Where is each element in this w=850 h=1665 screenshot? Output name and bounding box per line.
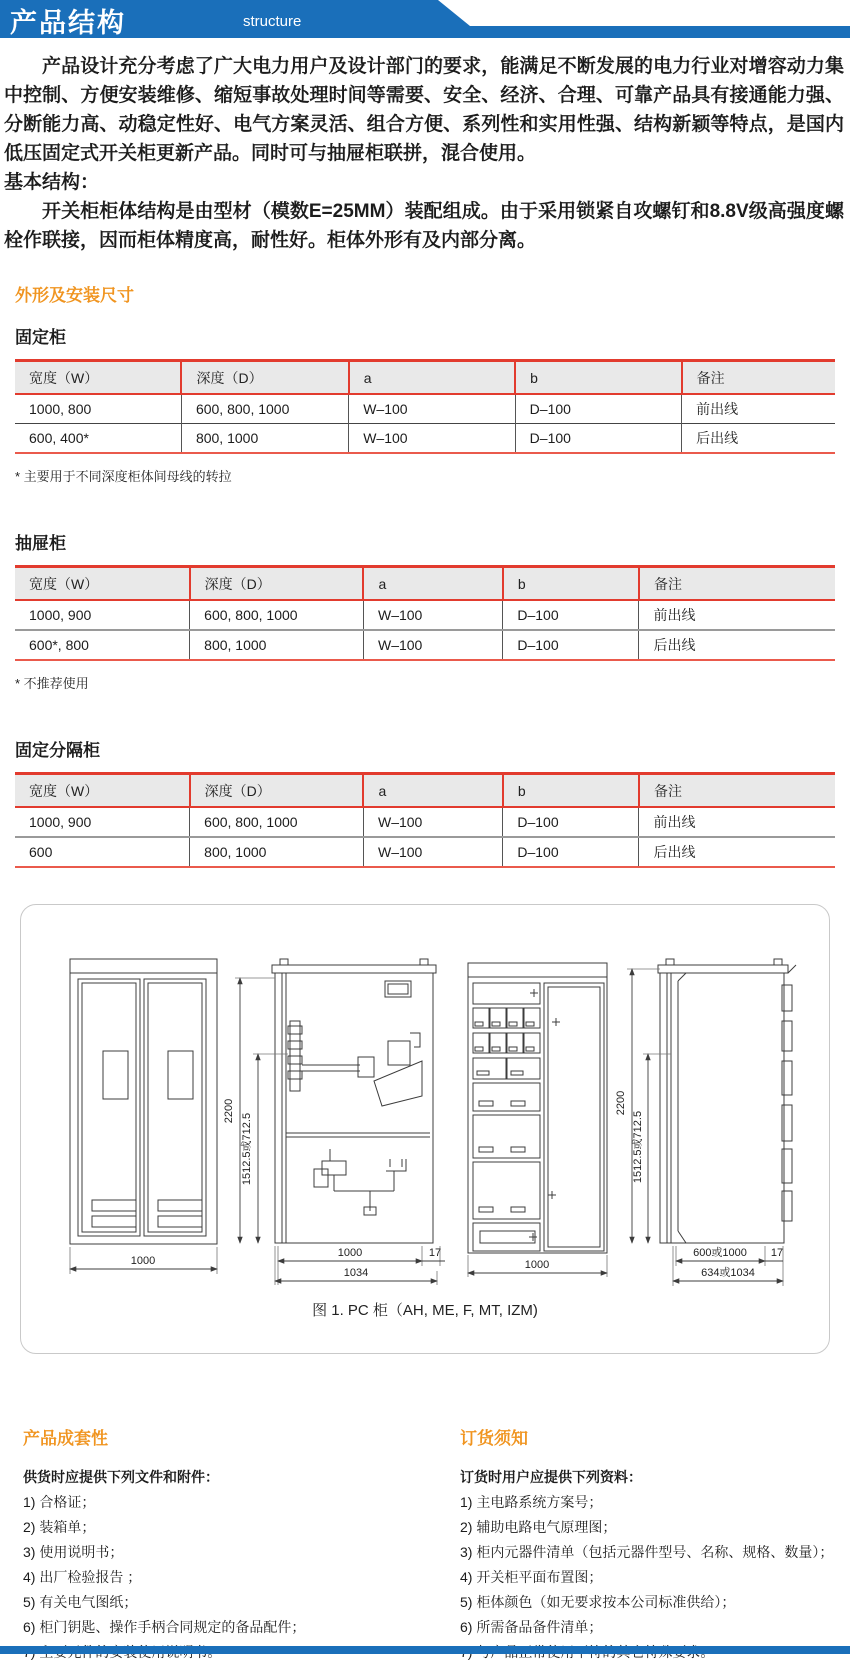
table-header-cell: 深度（D） — [190, 774, 364, 808]
list-item: 3) 柜内元器件清单（包括元器件型号、名称、规格、数量）； — [460, 1544, 834, 1560]
table-cell: 600, 800, 1000 — [190, 807, 364, 837]
spec-table-drawer-cabinet — [15, 565, 835, 661]
page-title: 产品结构 — [10, 8, 126, 38]
dim-label-base-depth: 634或1034 — [701, 1267, 755, 1279]
dim-label-total-height: 2200 — [223, 1098, 235, 1124]
table-cell: 1000, 800 — [29, 401, 92, 417]
figure-caption: 图 1. PC 柜（AH, ME, F, MT, IZM) — [312, 1302, 538, 1319]
table-cell: 1000, 900 — [29, 607, 92, 623]
spec-table-partition-cabinet — [15, 772, 835, 868]
table-header-cell: 深度（D） — [190, 567, 364, 601]
intro-section — [0, 52, 850, 255]
footer-accent-bar — [0, 1646, 850, 1654]
table-row — [15, 807, 835, 837]
list-item: 1) 合格证； — [23, 1494, 96, 1510]
figure-box — [20, 904, 830, 1354]
table-header-cell: b — [503, 774, 639, 808]
ordering-section — [452, 1424, 835, 1665]
table-cell: D–100 — [503, 837, 639, 867]
table-title-partition-cabinet: 固定分隔柜 — [15, 741, 100, 760]
table-header-cell: 深度（D） — [181, 361, 348, 395]
dim-label-total-height: 2200 — [615, 1090, 627, 1116]
table-cell: 后出线 — [682, 424, 835, 454]
list-item: 6) 所需备品备件清单； — [460, 1619, 603, 1635]
table-cell: 600, 800, 1000 — [190, 600, 364, 630]
list-item: 5) 有关电气图纸； — [23, 1594, 138, 1610]
list-item: 2) 装箱单； — [23, 1519, 96, 1535]
table-cell: W–100 — [349, 424, 515, 454]
table-cell: 后出线 — [639, 630, 835, 660]
list-item: 4) 开关柜平面布置图； — [460, 1569, 603, 1585]
dim-label-front-width: 1000 — [524, 1259, 550, 1271]
dim-label-flange: 17 — [770, 1247, 784, 1259]
list-item: 6) 柜门钥匙、操作手柄合同规定的备品配件； — [23, 1619, 306, 1635]
table-header-cell: 宽度（W） — [15, 567, 190, 601]
table-row — [15, 600, 835, 630]
table-cell: W–100 — [363, 600, 502, 630]
table-cell: 前出线 — [682, 394, 835, 424]
banner-background-shape — [0, 0, 850, 38]
fixed-cabinet-side-drawing — [223, 959, 445, 1285]
table-cell: 800, 1000 — [190, 630, 364, 660]
spec-table-fixed-cabinet — [15, 359, 835, 454]
page-subtitle: structure — [243, 13, 302, 30]
table-cell: 1000, 900 — [29, 814, 92, 830]
table-footnote-drawer-cabinet: * 不推荐使用 — [15, 676, 89, 691]
table-cell: 600, 800, 1000 — [181, 394, 348, 424]
table-header-cell: 备注 — [682, 361, 835, 395]
table-header-cell: b — [515, 361, 681, 395]
table-cell: W–100 — [363, 837, 502, 867]
table-row — [15, 394, 835, 424]
cabinet-technical-drawing — [30, 921, 820, 1293]
dim-label-front-width: 1000 — [130, 1255, 156, 1267]
dim-label-base-width: 1034 — [343, 1267, 369, 1279]
list-item: 4) 出厂检验报告 ； — [23, 1569, 142, 1585]
table-header-cell: a — [363, 774, 502, 808]
fixed-cabinet-front-drawing — [70, 959, 217, 1274]
table-header-row — [15, 361, 835, 395]
table-row — [15, 837, 835, 867]
table-header-cell: 宽度（W） — [15, 361, 181, 395]
table-cell: 600 — [15, 837, 190, 867]
table-cell: D–100 — [503, 807, 639, 837]
completeness-heading: 产品成套性 — [23, 1429, 108, 1448]
table-header-cell: 备注 — [639, 774, 835, 808]
table-cell: D–100 — [503, 630, 639, 660]
drawer-cabinet-side-drawing — [615, 959, 796, 1286]
table-cell: 前出线 — [639, 600, 835, 630]
table-cell: W–100 — [349, 394, 515, 424]
table-cell: 600*, 800 — [15, 630, 190, 660]
drawer-cabinet-front-drawing — [468, 963, 607, 1277]
table-cell: W–100 — [363, 630, 502, 660]
ordering-heading: 订货须知 — [460, 1429, 528, 1448]
table-footnote-fixed-cabinet: * 主要用于不同深度柜体间母线的转拉 — [15, 469, 232, 484]
dim-label-depth: 600或1000 — [693, 1247, 747, 1259]
table-header-cell: a — [363, 567, 502, 601]
table-cell: 800, 1000 — [190, 837, 364, 867]
table-cell: 600, 400* — [15, 424, 181, 454]
section-heading-dimensions: 外形及安装尺寸 — [15, 286, 134, 305]
completeness-intro: 供货时应提供下列文件和附件： — [23, 1469, 219, 1485]
list-item: 5) 柜体颜色（如无要求按本公司标准供给）； — [460, 1594, 736, 1610]
table-header-row — [15, 774, 835, 808]
table-header-row — [15, 567, 835, 601]
list-item: 3) 使用说明书； — [23, 1544, 124, 1560]
table-header-cell: 宽度（W） — [15, 774, 190, 808]
dim-label-front-width: 1000 — [337, 1247, 363, 1259]
page-banner — [0, 0, 850, 38]
table-cell: D–100 — [503, 600, 639, 630]
list-item: 1) 主电路系统方案号； — [460, 1494, 603, 1510]
table-header-cell: 备注 — [639, 567, 835, 601]
table-header-cell: b — [503, 567, 639, 601]
table-cell: D–100 — [515, 424, 681, 454]
ordering-intro: 订货时用户应提供下列资料： — [460, 1469, 642, 1485]
table-cell: D–100 — [515, 394, 681, 424]
dim-label-section-height: 1512.5或712.5 — [241, 1112, 253, 1186]
dim-label-section-height: 1512.5或712.5 — [632, 1110, 644, 1184]
completeness-section — [15, 1424, 452, 1665]
table-title-drawer-cabinet: 抽屉柜 — [15, 534, 66, 553]
basic-structure-label: 基本结构： — [4, 172, 100, 193]
intro-paragraph-2: 开关柜柜体结构是由型材（模数E=25MM）装配组成。由于采用锁紧自攻螺钉和8.8V级高强度螺栓作联接，因而柜体精度高，耐性好。柜体外形有及内部分离。 — [4, 201, 844, 251]
list-item: 2) 辅助电路电气原理图； — [460, 1519, 617, 1535]
intro-paragraph-1: 产品设计充分考虑了广大电力用户及设计部门的要求，能满足不断发展的电力行业对增容动力集中控制、方便安装维修、缩短事故处理时间等需要、安全、经济、合理、可靠产品具有接通能力强、分断能力高、动稳定性好、电气方案灵活、组合方便、系列性和实用性强、结构新颖等特点，是国内低压固定式开关柜更新产品。同时可与抽屉柜联拼，混合使用。 — [4, 56, 844, 164]
table-cell: W–100 — [363, 807, 502, 837]
table-title-fixed-cabinet: 固定柜 — [15, 328, 66, 347]
table-row — [15, 424, 835, 454]
table-row — [15, 630, 835, 660]
table-cell: 800, 1000 — [181, 424, 348, 454]
bottom-sections — [15, 1424, 835, 1665]
table-header-cell: a — [349, 361, 515, 395]
table-cell: 后出线 — [639, 837, 835, 867]
dim-label-flange: 17 — [428, 1247, 442, 1259]
table-cell: 前出线 — [639, 807, 835, 837]
